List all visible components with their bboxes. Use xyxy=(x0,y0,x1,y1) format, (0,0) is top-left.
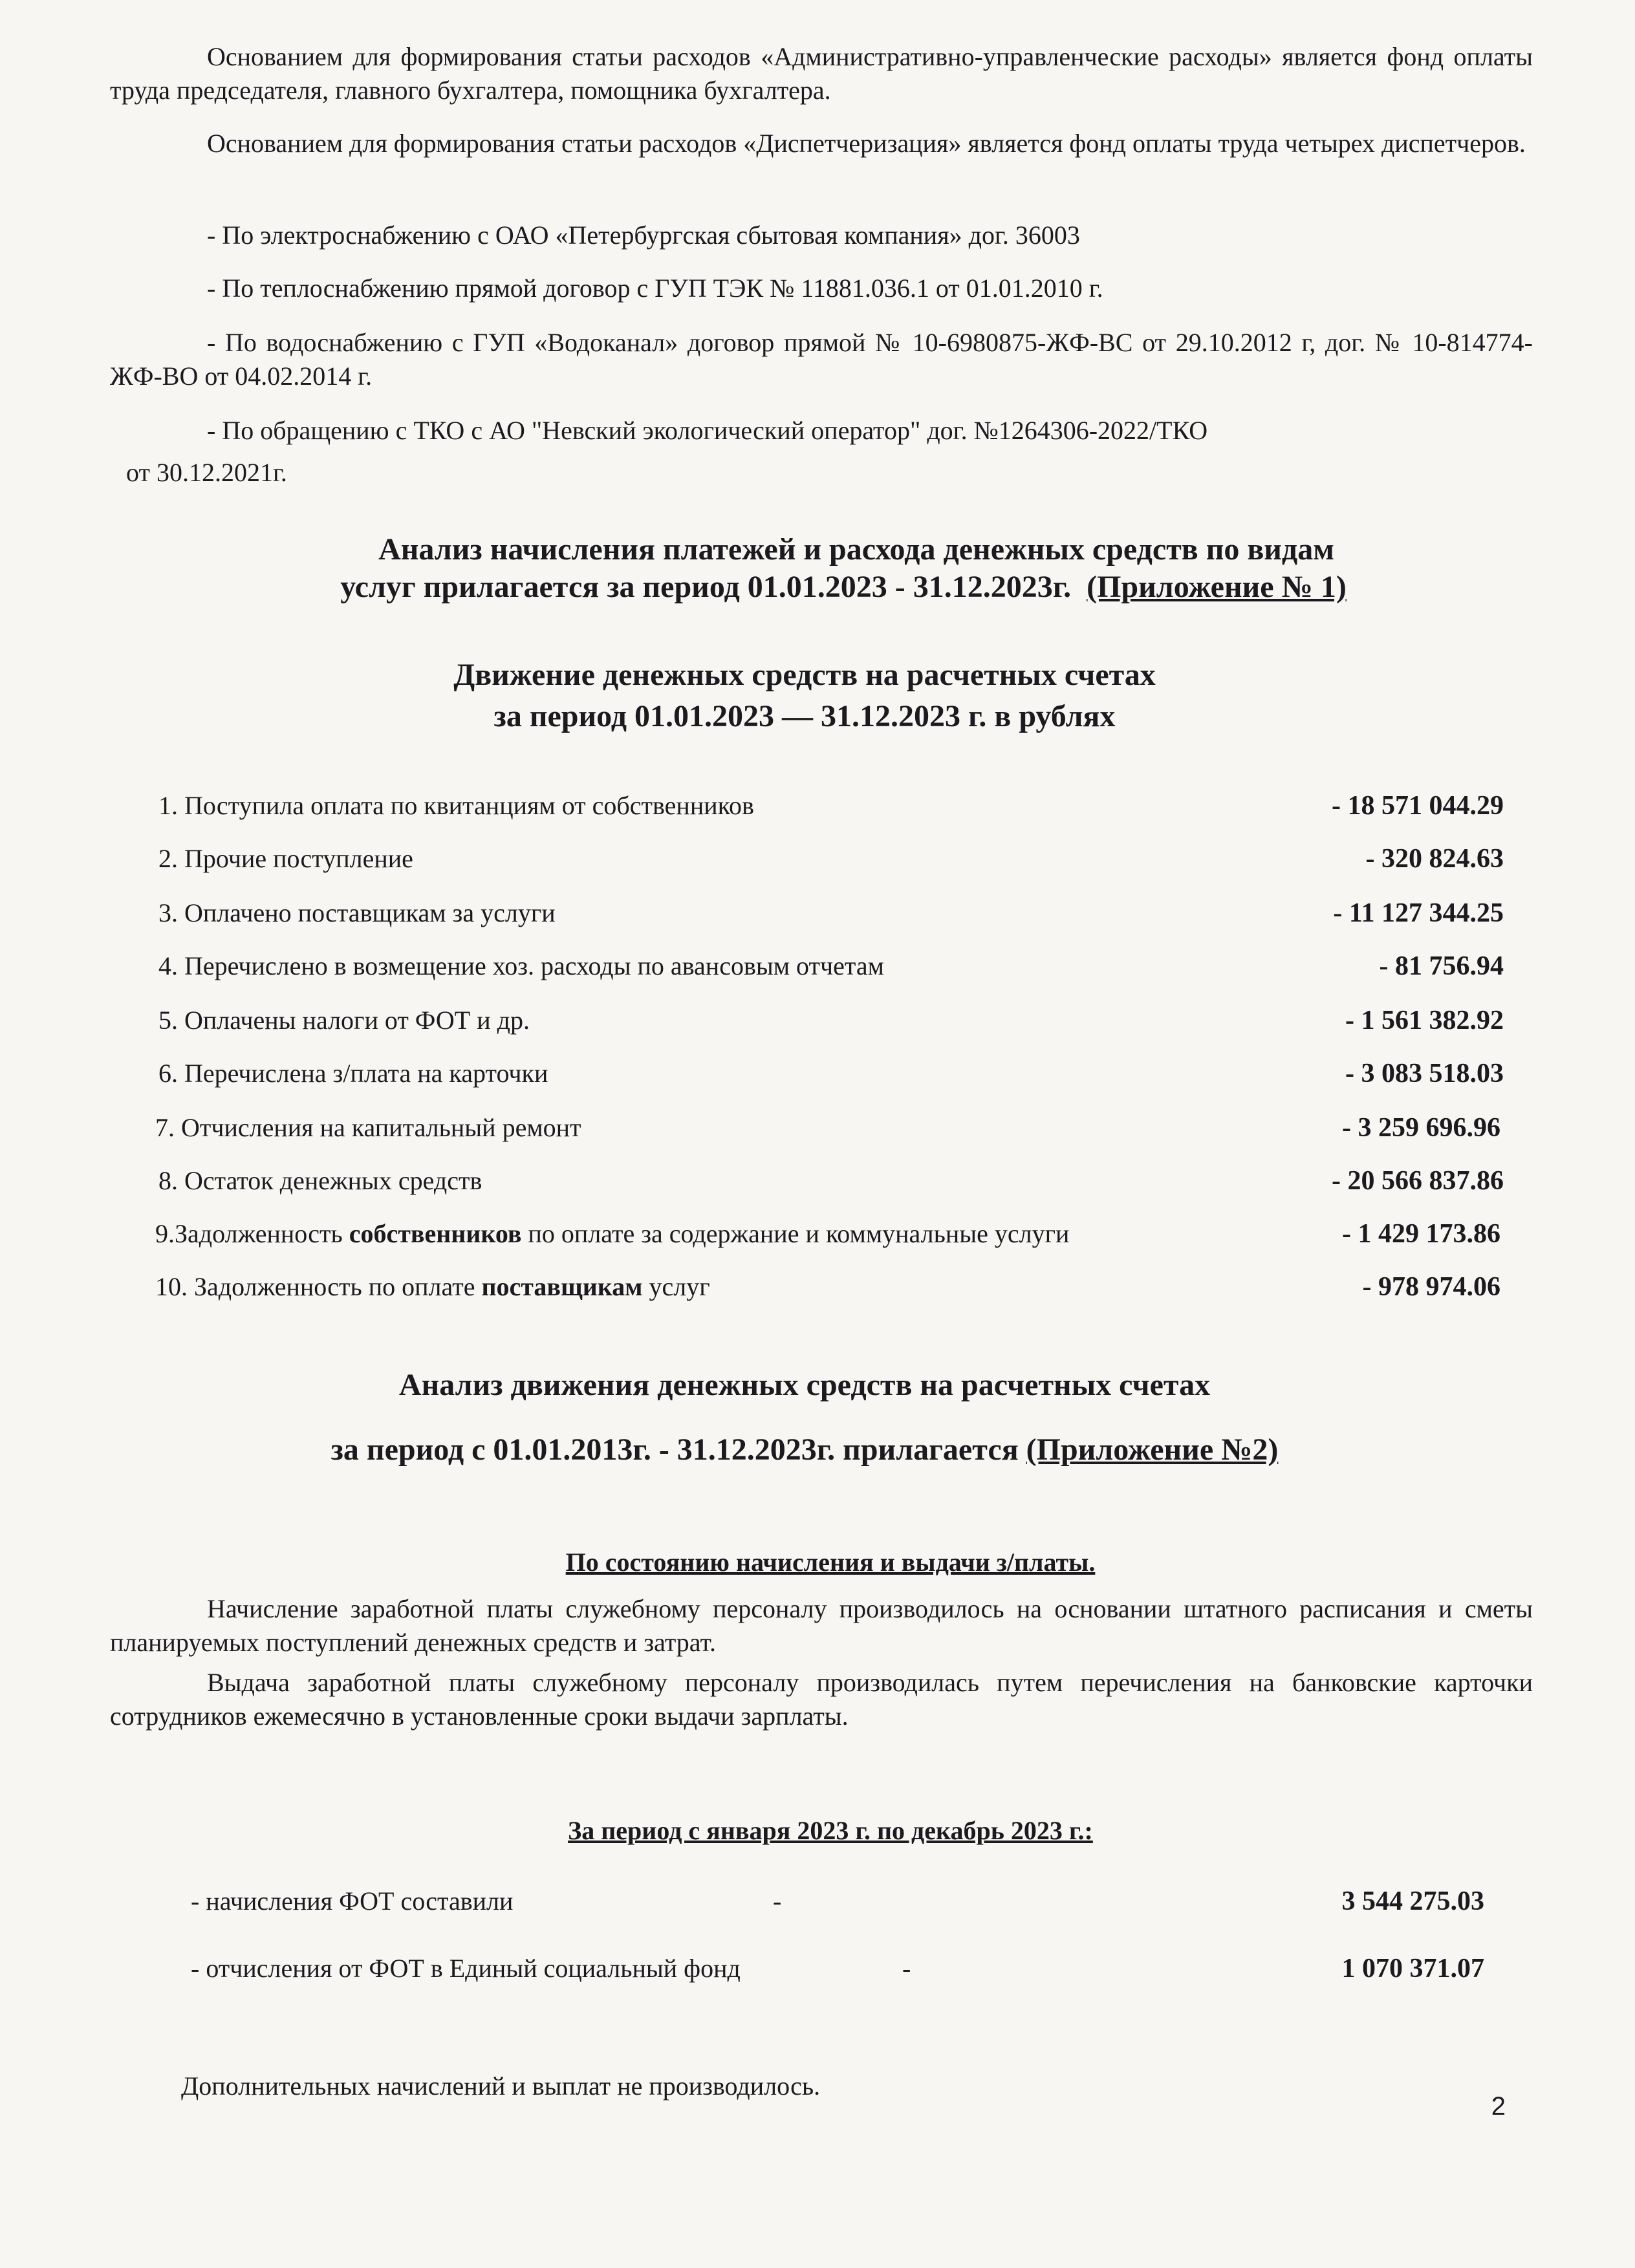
admin-basis-paragraph: Основанием для формирования статьи расходов «Административно-управленческие расходы» является фонд оплаты труда председателя, главного бухгалтера, помощника бухгалтера. xyxy=(110,42,1533,105)
contract-water: - По водоснабжению с ГУП «Водоканал» договор прямой № 10-6980875-ЖФ-ВС от 29.10.2012 г, дог. № 10-814774-ЖФ-ВО от 04.02.2014 г. xyxy=(110,328,1533,391)
analysis-heading-line2 xyxy=(26,567,1635,608)
movement-heading-line2 xyxy=(0,1429,1622,1471)
cashflow-amount: - 1 429 173.86 xyxy=(1342,1219,1500,1249)
contract-heating: - По теплоснабжению прямой договор с ГУП ТЭК № 11881.036.1 от 01.01.2010 г. xyxy=(207,274,1103,303)
fot-label: - отчисления от ФОТ в Единый социальный фонд xyxy=(191,1954,741,1983)
fot-row xyxy=(191,1950,1484,1987)
cashflow-heading-line2: за период 01.01.2023 — 31.12.2023 г. в рублях xyxy=(493,699,1116,733)
cashflow-row xyxy=(155,1216,1500,1252)
cashflow-row xyxy=(158,1163,1504,1199)
cashflow-label xyxy=(155,1216,1069,1252)
cashflow-amount: - 20 566 837.86 xyxy=(1332,1166,1504,1196)
label-text: 10. Задолженность по оплате xyxy=(155,1272,482,1301)
cashflow-row xyxy=(158,895,1504,931)
cashflow-amount: - 11 127 344.25 xyxy=(1333,898,1504,928)
salary-paragraph-1: Начисление заработной платы служебному персоналу производилось на основании штатного расписания и сметы планируемых поступлений денежных средств и затрат. xyxy=(110,1594,1533,1657)
fot-label: - начисления ФОТ составили xyxy=(191,1886,514,1916)
fot-amount: 3 544 275.03 xyxy=(1341,1886,1484,1916)
cashflow-label: 3. Оплачено поставщикам за услуги xyxy=(158,898,556,927)
salary-section-heading: По состоянию начисления и выдачи з/платы. xyxy=(565,1548,1096,1577)
label-bold-text: собственников xyxy=(349,1219,522,1248)
movement-heading-text: за период с 01.01.2013г. - 31.12.2023г. прилагается xyxy=(330,1432,1026,1467)
cashflow-label: 5. Оплачены налоги от ФОТ и др. xyxy=(158,1006,530,1035)
cashflow-label: 6. Перечислена з/плата на карточки xyxy=(158,1059,548,1088)
fot-amount: 1 070 371.07 xyxy=(1341,1954,1484,1983)
cashflow-row xyxy=(155,1269,1500,1305)
salary-paragraph-2: Выдача заработной платы служебному персоналу производилась путем перечисления на банковские карточки сотрудников ежемесячно в установленные сроки выдачи зарплаты. xyxy=(110,1668,1533,1731)
cashflow-amount: - 81 756.94 xyxy=(1379,951,1504,981)
cashflow-row xyxy=(158,1002,1504,1039)
dispatch-basis-paragraph: Основанием для формирования статьи расходов «Диспетчеризация» является фонд оплаты труда четырех диспетчеров. xyxy=(207,129,1526,158)
cashflow-row xyxy=(158,841,1504,877)
cashflow-label: 1. Поступила оплата по квитанциям от собственников xyxy=(158,791,754,820)
period-heading: За период с января 2023 г. по декабрь 2023 г.: xyxy=(568,1816,1093,1845)
cashflow-amount: - 18 571 044.29 xyxy=(1332,791,1504,821)
analysis-heading-line1: Анализ начисления платежей и расхода денежных средств по видам xyxy=(378,532,1334,567)
cashflow-row xyxy=(158,948,1504,984)
fot-dash: - xyxy=(773,1886,782,1916)
cashflow-amount: - 3 083 518.03 xyxy=(1345,1059,1504,1088)
fot-row xyxy=(191,1883,1484,1919)
cashflow-label: 7. Отчисления на капитальный ремонт xyxy=(155,1113,581,1142)
cashflow-amount: - 320 824.63 xyxy=(1365,844,1504,874)
fot-dash: - xyxy=(902,1954,911,1983)
label-bold-text: поставщикам xyxy=(481,1272,643,1301)
page-number: 2 xyxy=(1491,2092,1506,2121)
label-text: по оплате за содержание и коммунальные услуги xyxy=(521,1219,1070,1248)
cashflow-row xyxy=(158,788,1504,824)
cashflow-amount: - 3 259 696.96 xyxy=(1342,1113,1500,1143)
cashflow-row xyxy=(155,1110,1500,1146)
analysis-heading-text: услуг прилагается за период 01.01.2023 - 31.12.2023г. xyxy=(340,570,1072,604)
cashflow-amount: - 978 974.06 xyxy=(1362,1272,1500,1302)
cashflow-label: 4. Перечислено в возмещение хоз. расходы по авансовым отчетам xyxy=(158,951,884,980)
contract-waste-line1: - По обращению с ТКО с АО "Невский экологический оператор" дог. №1264306-2022/ТКО xyxy=(207,416,1208,445)
closing-note: Дополнительных начислений и выплат не производилось. xyxy=(181,2071,821,2101)
cashflow-label: 2. Прочие поступление xyxy=(158,844,413,873)
label-text: 9.Задолженность xyxy=(155,1219,349,1248)
cashflow-label: 8. Остаток денежных средств xyxy=(158,1166,482,1195)
contract-electricity: - По электроснабжению с ОАО «Петербургская сбытовая компания» дог. 36003 xyxy=(207,221,1080,250)
contract-waste-line2: от 30.12.2021г. xyxy=(126,458,287,487)
label-text: услуг xyxy=(642,1272,710,1301)
cashflow-label xyxy=(155,1269,710,1305)
appendix-2-link: (Приложение №2) xyxy=(1026,1432,1279,1467)
movement-heading-line1: Анализ движения денежных средств на расчетных счетах xyxy=(398,1368,1211,1402)
cashflow-row xyxy=(158,1055,1504,1092)
cashflow-amount: - 1 561 382.92 xyxy=(1345,1006,1504,1035)
cashflow-heading-line1: Движение денежных средств на расчетных счетах xyxy=(453,658,1156,692)
appendix-1-link: (Приложение № 1) xyxy=(1087,570,1347,604)
